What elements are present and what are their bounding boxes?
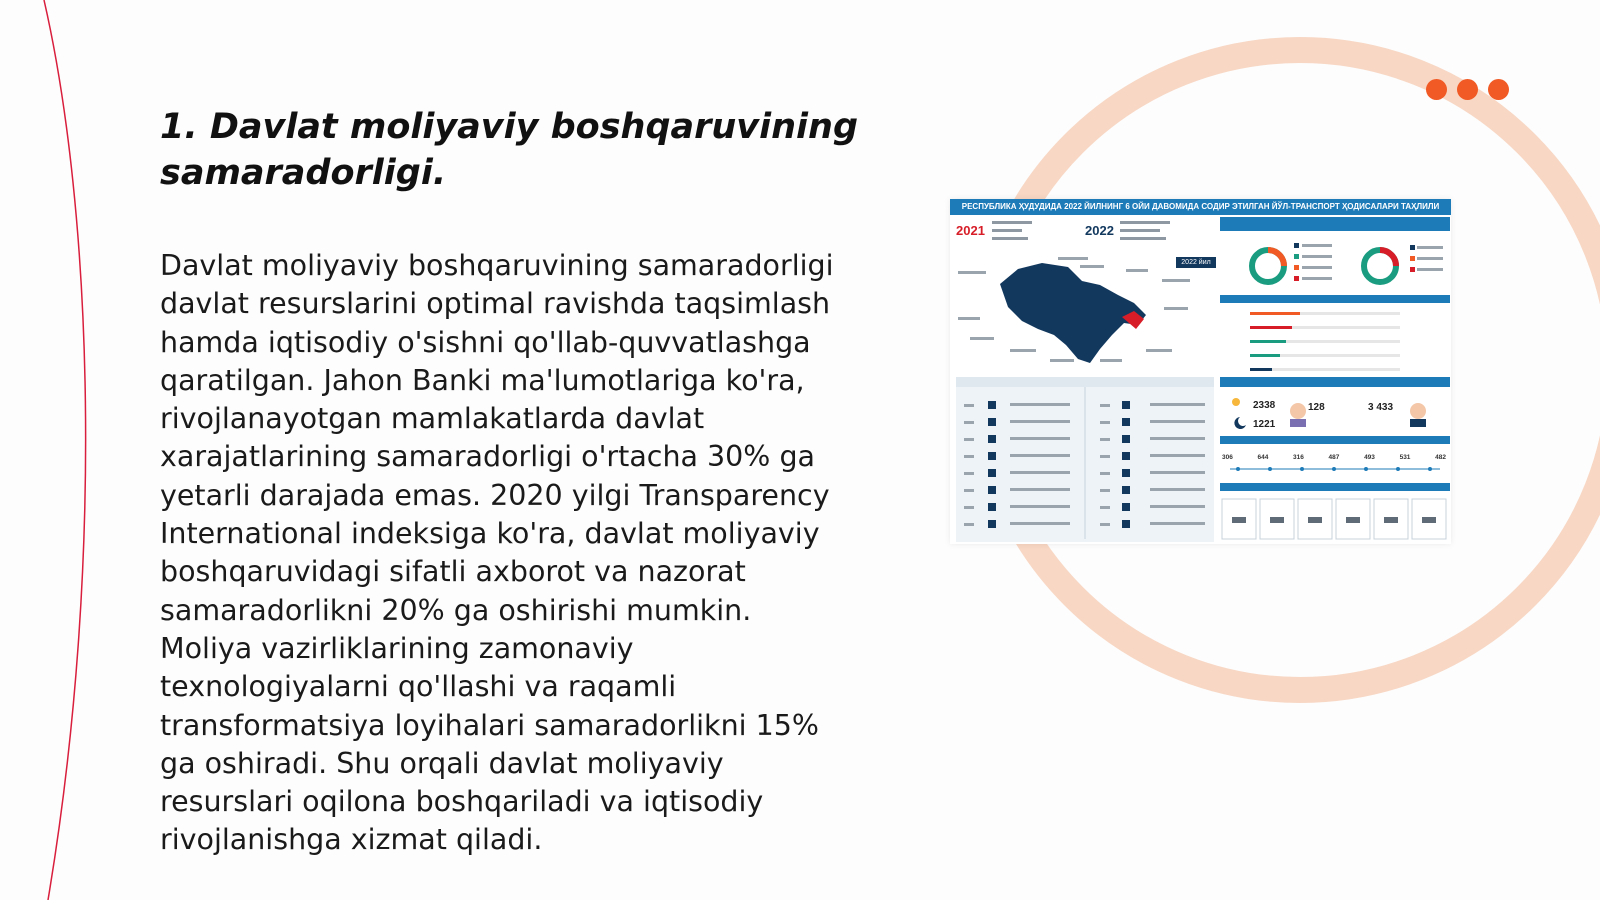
stat-value: 487 xyxy=(1328,454,1340,461)
uzbekistan-map xyxy=(1000,263,1146,363)
stat-value: 531 xyxy=(1399,454,1411,461)
male-count: 3 433 xyxy=(1368,402,1394,413)
body-text: Davlat moliyaviy boshqaruvining samaradorligi davlat resurslarini optimal ravishda taqsimlash hamda iqtisodiy o'sishni qo'llab-quvvatlashga qaratilgan. Jahon Banki ma'lumotlariga ko'ra, rivojlanayotgan mamlakatlarda davlat xarajatlarining samaradorligi o'rtacha 30% ga yetarli darajada emas. 2020 yilgi Transparency International indeksiga ko'ra, davlat moliyaviy boshqaruvidagi sifatli axborot va nazorat samaradorlikni 20% ga oshirishi mumkin. Moliya vazirliklarining zamonaviy texnologiyalarni qo'llashi va raqamli transformatsiya loyihalari samaradorlikni 15% ga oshiradi. Shu orqali davlat moliyaviy resurslari oqilona boshqariladi va iqtisodiy rivojlanishga xizmat qiladi. xyxy=(160,249,834,857)
female-count: 128 xyxy=(1308,402,1325,413)
stat-value: 316 xyxy=(1293,454,1304,461)
slide-title: 1. Davlat moliyaviy boshqaruvining samaradorligi. xyxy=(160,107,859,193)
infographic-image xyxy=(950,199,1451,544)
vehicles-header xyxy=(1220,483,1450,491)
infographic-header: РЕСПУБЛИКА ҲУДУДИДА 2022 ЙИЛНИНГ 6 ОЙИ ДАВОМИДА СОДИР ЭТИЛГАН ЙЎЛ-ТРАНСПОРТ ҲОДИСАЛАРИ ТАҲЛИЛИ xyxy=(950,199,1451,215)
male-avatar xyxy=(1410,403,1426,419)
right-panel-header xyxy=(1220,217,1450,231)
dot xyxy=(1457,79,1478,100)
vehicle-icons xyxy=(1232,517,1436,523)
timeline-values xyxy=(1222,454,1446,461)
year-text-lines xyxy=(992,221,1170,240)
bars-header xyxy=(1220,295,1450,303)
day-count: 2338 xyxy=(1253,400,1276,411)
sun-icon xyxy=(1232,398,1240,406)
dot xyxy=(1488,79,1509,100)
more-dots-icon xyxy=(1426,79,1509,100)
horizontal-bars xyxy=(1250,312,1400,371)
stat-value: 493 xyxy=(1364,454,1375,461)
moon-icon xyxy=(1234,417,1246,429)
female-avatar xyxy=(1290,403,1306,419)
year-2022: 2022 xyxy=(1085,223,1114,238)
stat-value: 644 xyxy=(1257,454,1269,461)
vehicle-cards xyxy=(1222,499,1446,539)
dot xyxy=(1426,79,1447,100)
stat-value: 306 xyxy=(1222,454,1233,461)
stat-value: 482 xyxy=(1435,454,1446,461)
night-count: 1221 xyxy=(1253,419,1276,430)
year-2021: 2021 xyxy=(956,223,985,238)
infographic-graphics xyxy=(950,199,1451,544)
timeline-header xyxy=(1220,436,1450,444)
people-header xyxy=(1220,377,1450,387)
year-badge: 2022 йил xyxy=(1176,257,1216,268)
left-curve-line xyxy=(44,0,86,900)
